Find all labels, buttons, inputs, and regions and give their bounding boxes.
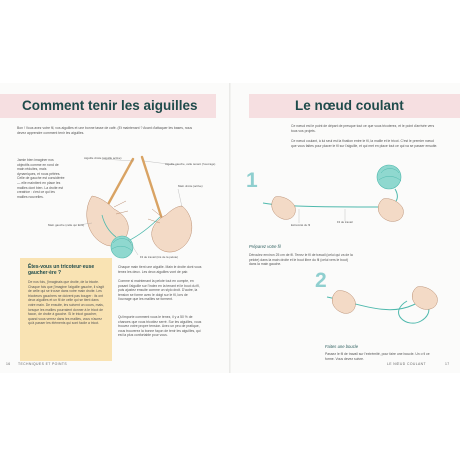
right-intro-a: Ce nœud est le point de départ de presque tout ce que vous tricoterez, et le point d'arrivée vers tous vos projets. [291, 124, 435, 133]
book-spread [0, 83, 460, 373]
right-page [231, 83, 460, 373]
needles-illustration [78, 151, 208, 261]
left-intro: Bon ! Vous avez votre fil, vos aiguilles et une bonne tasse de café. (Et maintenant ? Avant d'attaquer les bases, nous devez apprendre comment tenir les aiguilles. [17, 126, 193, 135]
left-page-title: Comment tenir les aiguilles [22, 98, 198, 113]
step2-title: Faites une boucle [325, 344, 359, 349]
label-right-needle: Aiguille droite (aiguille active) [84, 156, 122, 160]
step1-text: Déroulez environ 25 cm de fil. Tenez le fil de travail (celui qui va de la pelote) dans la main droite et le bout libre du fil (celui vers le bout) dans la main gauche. [249, 253, 353, 267]
step2-number: 2 [315, 269, 327, 292]
right-page-number: 17 [445, 362, 450, 366]
lefty-box-title: Êtes-vous un tricoteur·euse gaucher·ère ? [28, 264, 95, 276]
label-left-hand: Main gauche (celle qui tient) [48, 223, 85, 227]
label-right-hand: Main droite (active) [178, 184, 203, 188]
lefty-box-text: De nos fois, j'imaginais que droite, de la tricote. Chaque fois que j'imagine l'aiguille gauche, il s'agit de celle qui se trouve dans votre main droite. Les tricoteurs gauchers ne doivent pas bouger : ils ont deux aiguilles et un fil de celle qui se tient dans votre main. De ensuite, les suivent un cours, mais, lorsque les mailles pourraient donner à le tricot de facon, de droite à gauche. Si le tricot gaucher, quand vous verrez dans les mailles, vous n'aurez qu'à passer les éléments qui sont facile a tricot. [28, 280, 105, 326]
right-footer-label: LE NŒUD COULANT [387, 362, 426, 366]
step1-title: Préparez votre fil [249, 244, 281, 249]
right-intro-b: Ce nœud coulant, à lui seul est la fixation entre le fil, la maille et le tricot. C'est le premier nœud que vous faites pour placer le fil sur l'aiguille, et qui met en place tout ce qui va se passer ensuite. [291, 139, 438, 148]
step1-illustration [255, 163, 455, 233]
holding-text-b: Comme si maintenant la pelote tout en compte, en posant l'aiguille sur l'index en la tenant et le bout du fil, puis ajustez ensuite comme un stylo droit. D'autre, la tension se forme avec le doigt sur le fil, lors de l'ouvrage que les mailles se forment. [118, 279, 200, 302]
step2-text: Passez le fil de travail sur l'extrémité, pour faire une boucle. Un o·il ce forme. Vous devez suivre. [325, 352, 430, 361]
label-left-needle: Aiguille gauche, celle tenant (l'ouvrage) [165, 162, 216, 166]
left-page [0, 83, 229, 373]
left-footer-label: TECHNIQUES ET POINTS [18, 362, 68, 366]
left-page-number: 16 [6, 362, 11, 366]
label-yarn: Fil de travail (tiré de la pelote) [140, 255, 179, 259]
holding-text-c: Qu'importe comment vous le tenez, il y a 50 % de chances que vous tricotiez serré. Sur les aiguilles, vous trouvez votre propre tension. Avec un peu de pratique, vous trouverez la bonne façon de tenir les aiguilles, qui est la plus confortable pour vous. [118, 315, 202, 338]
label-working-yarn: Fil de travail [337, 220, 353, 224]
step1-number: 1 [246, 169, 258, 192]
right-page-title: Le nœud coulant [295, 98, 404, 113]
left-side-text: Jamie bien imaginer nos objectifs comme en rond de main réduites, mais dynamiques, et nous pétées. Celle de gauche est considérée — elle maintient en place les mailles dont bien. La droite est creatrice : c'est ce qui les mailles nouvelles. [17, 158, 65, 199]
label-tail-end: Extrémité du fil [291, 223, 311, 227]
lefty-knitter-box [20, 258, 112, 361]
holding-text-a: Chaque main tient une aiguille. Main le droite dont vous tenez les deux. Les deux aiguilles vont de pair. [118, 265, 202, 274]
step2-illustration [317, 283, 447, 343]
